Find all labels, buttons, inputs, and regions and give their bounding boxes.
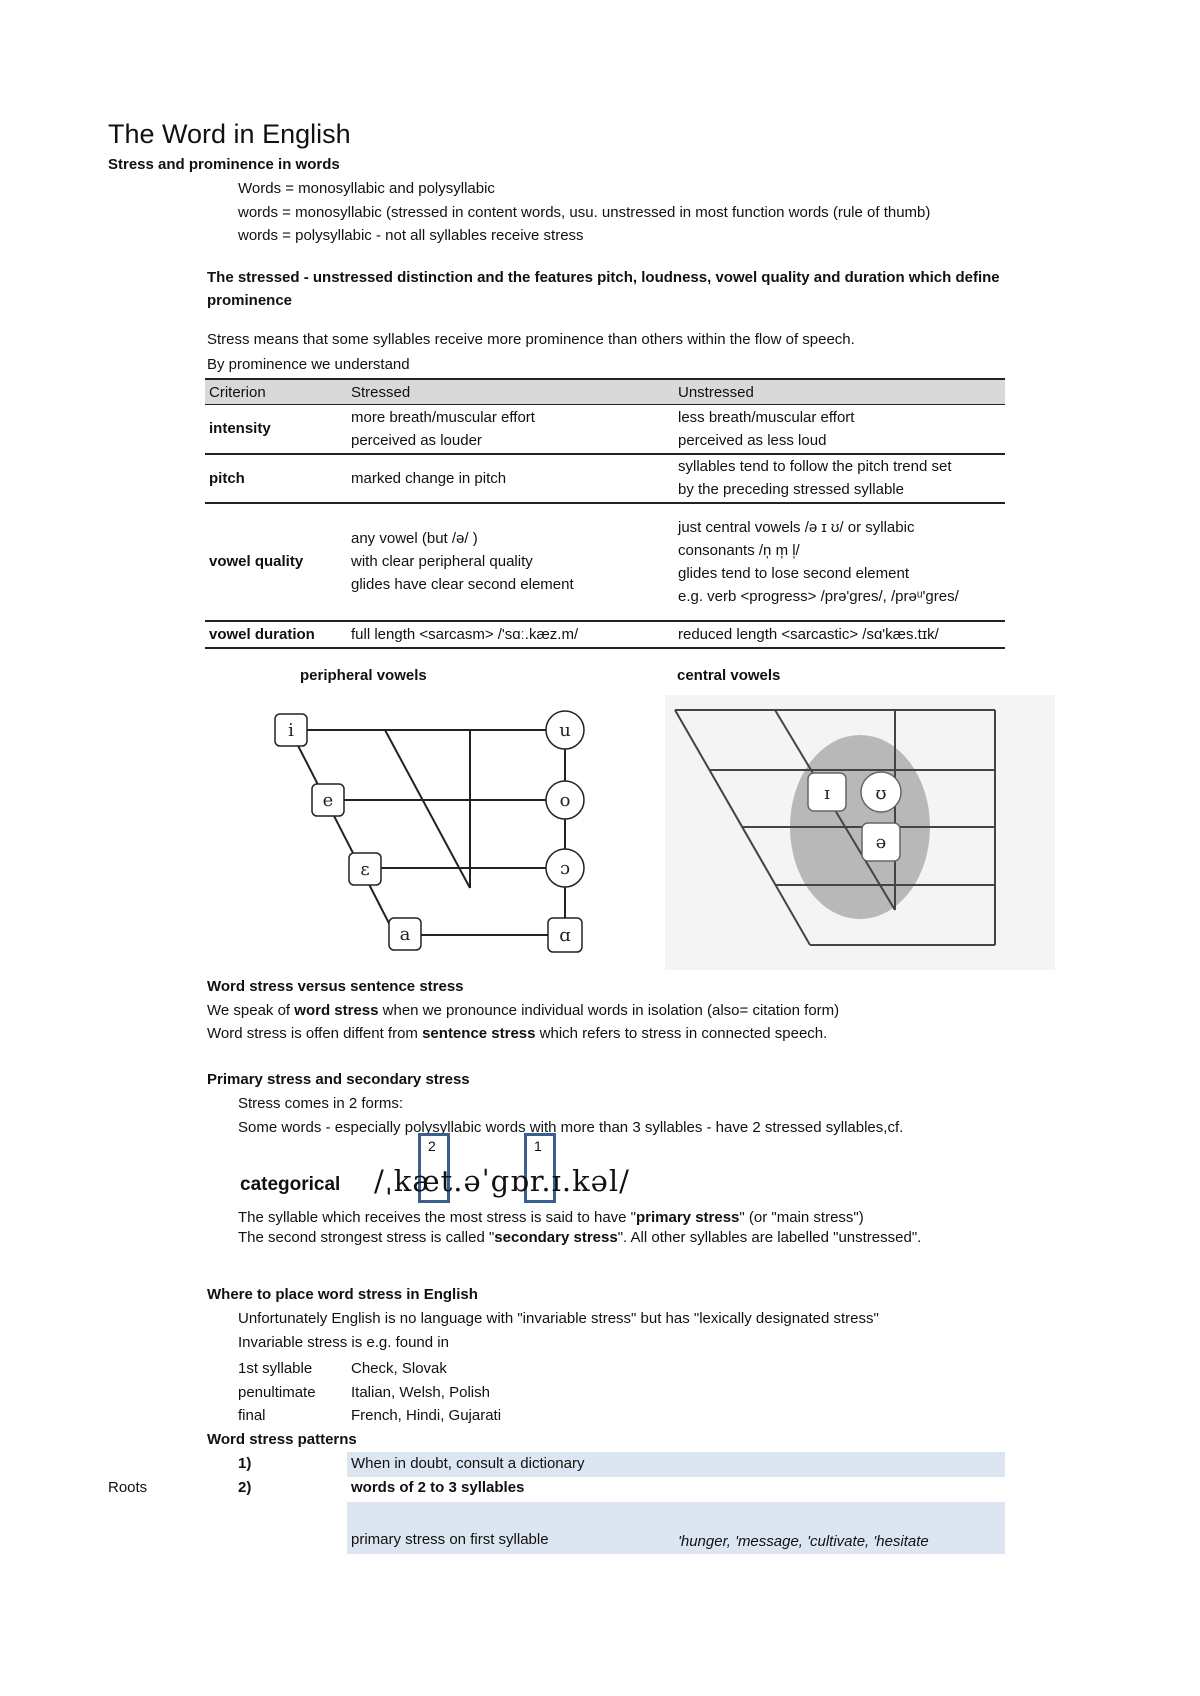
table-cell: less breath/muscular effort (678, 408, 855, 426)
table-row (205, 454, 1005, 503)
table-cell: glides have clear second element (351, 576, 574, 593)
vowel-symbol-i: i (288, 720, 294, 741)
vowel-symbol-o: o (559, 790, 571, 811)
placement-row-label: penultimate (238, 1384, 316, 1401)
primary-secondary-heading: Primary stress and secondary stress (207, 1071, 470, 1088)
placement-row-label: 1st syllable (238, 1360, 313, 1377)
criterion-cell: vowel duration (205, 621, 347, 648)
table-cell: more breath/muscular effort (351, 408, 535, 426)
header-stressed: Stressed (347, 379, 674, 405)
distinction-intro-2: By prominence we understand (207, 356, 410, 373)
table-cell: perceived as louder (351, 431, 482, 449)
central-symbol-i: ɪ (824, 783, 830, 804)
vowel-symbol-a: a (399, 924, 411, 945)
central-vowel-chart (665, 695, 1055, 970)
table-cell: glides tend to lose second element (678, 564, 909, 582)
placement-line-1: Unfortunately English is no language with "invariable stress" but has "lexically designated stress" (238, 1310, 879, 1327)
distinction-heading: The stressed - unstressed distinction and the features pitch, loudness, vowel quality and duration which define prominence (207, 269, 1000, 309)
secondary-stress-number: 2 (428, 1138, 436, 1154)
table-cell: syllables tend to follow the pitch trend set (678, 458, 952, 475)
central-vowels-label: central vowels (677, 667, 781, 684)
criteria-table-header (205, 379, 1005, 405)
pattern-rule-text: primary stress on first syllable (351, 1531, 549, 1548)
page-title: The Word in English (108, 119, 351, 149)
table-cell: consonants /n̩ m̩ l̩/ (678, 541, 800, 559)
word-vs-sentence-heading: Word stress versus sentence stress (207, 978, 464, 995)
table-row (205, 405, 1005, 454)
table-cell: any vowel (but /ə/ ) (351, 530, 478, 547)
peripheral-vowel-chart (265, 705, 595, 965)
section-heading-stress: Stress and prominence in words (108, 156, 340, 173)
stress-line-1: Words = monosyllabic and polysyllabic (238, 180, 495, 197)
primary-stress-number: 1 (534, 1138, 542, 1154)
pattern-item-2-text: words of 2 to 3 syllables (351, 1479, 525, 1496)
criterion-cell: pitch (205, 454, 347, 503)
table-cell: by the preceding stressed syllable (678, 481, 904, 498)
table-cell: reduced length <sarcastic> /sɑ'kæs.tɪk/ (678, 625, 939, 643)
table-cell: just central vowels /ə ɪ ʊ/ or syllabic (678, 518, 915, 536)
criteria-table (205, 378, 1005, 649)
vowel-symbol-script-a: ɑ (559, 925, 571, 946)
pattern-item-1-number: 1) (238, 1455, 252, 1472)
peripheral-vowels-label: peripheral vowels (300, 667, 427, 684)
primary-secondary-line-4: The second strongest stress is called "secondary stress". All other syllables are labelled "unstressed". (238, 1229, 922, 1246)
vowel-symbol-e: e (322, 790, 334, 811)
primary-secondary-line-1: Stress comes in 2 forms: (238, 1095, 404, 1112)
criterion-cell: intensity (205, 405, 347, 454)
roots-label: Roots (108, 1479, 148, 1496)
table-cell: e.g. verb <progress> /prə'gres/, /prəᵘ'gres/ (678, 587, 959, 605)
vowel-symbol-open-o: ɔ (559, 858, 571, 879)
patterns-heading: Word stress patterns (207, 1431, 357, 1448)
placement-row-languages: French, Hindi, Gujarati (351, 1407, 502, 1424)
primary-secondary-line-3: The syllable which receives the most stress is said to have "primary stress" (or "main stress") (238, 1209, 864, 1226)
word-vs-sentence-line-1: We speak of word stress when we pronounce individual words in isolation (also= citation form) (207, 1002, 840, 1019)
pattern-examples: 'hunger, 'message, 'cultivate, 'hesitate (678, 1533, 929, 1550)
table-row (205, 621, 1005, 648)
stress-line-2: words = monosyllabic (stressed in content words, usu. unstressed in most function words (rule of thumb) (238, 204, 931, 221)
table-cell: perceived as less loud (678, 431, 827, 449)
example-word: categorical (240, 1174, 341, 1195)
stress-line-3: words = polysyllabic - not all syllables receive stress (238, 227, 584, 244)
placement-row-languages: Italian, Welsh, Polish (351, 1384, 490, 1401)
table-cell: full length <sarcasm> /'sɑː.kæz.m/ (351, 625, 579, 643)
placement-heading: Where to place word stress in English (207, 1286, 478, 1303)
distinction-intro-1: Stress means that some syllables receive more prominence than others within the flow of speech. (207, 331, 855, 348)
header-unstressed: Unstressed (674, 379, 1005, 405)
placement-line-2: Invariable stress is e.g. found in (238, 1334, 449, 1351)
table-cell: marked change in pitch (351, 469, 507, 487)
word-vs-sentence-line-2: Word stress is offen diffent from sentence stress which refers to stress in connected speech. (207, 1025, 828, 1042)
example-transcription: /ˌkæt.əˈgɒr.ɪ.kəl/ (374, 1164, 630, 1198)
table-row (205, 503, 1005, 621)
vowel-symbol-open-e: ɛ (360, 859, 370, 880)
pattern-item-2-number: 2) (238, 1479, 252, 1496)
placement-row-languages: Check, Slovak (351, 1360, 447, 1377)
primary-secondary-line-2: Some words - especially polysyllabic words with more than 3 syllables - have 2 stressed syllables,cf. (238, 1119, 904, 1136)
header-criterion: Criterion (205, 379, 347, 405)
placement-row-label: final (238, 1407, 266, 1424)
pattern-item-1-text: When in doubt, consult a dictionary (351, 1455, 585, 1472)
table-cell: with clear peripheral quality (351, 553, 533, 570)
vowel-symbol-u: u (559, 720, 571, 741)
central-symbol-schwa: ə (875, 832, 887, 853)
central-symbol-u: ʊ (875, 783, 887, 804)
criterion-cell: vowel quality (205, 503, 347, 621)
